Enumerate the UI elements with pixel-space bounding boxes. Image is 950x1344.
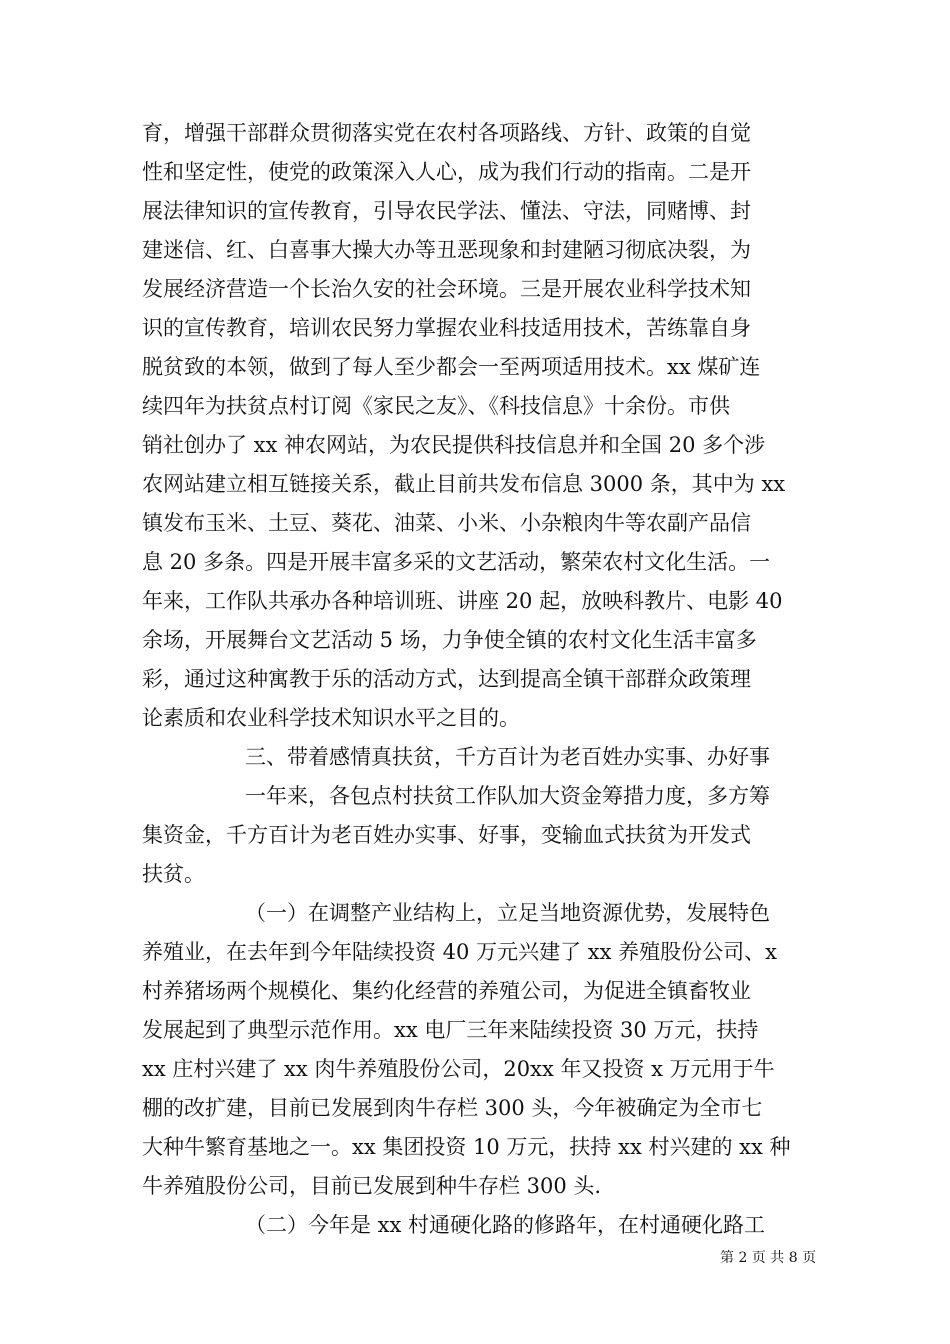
- body-text-line: 彩，通过这种寓教于乐的活动方式，达到提高全镇干部群众政策理: [142, 667, 751, 691]
- body-text-line: 性和坚定性，使党的政策深入人心，成为我们行动的指南。二是开: [142, 160, 751, 184]
- body-text-line: 村养猪场两个规模化、集约化经营的养殖公司，为促进全镇畜牧业: [142, 979, 751, 1003]
- body-text-line: 集资金，千方百计为老百姓办实事、好事，变输血式扶贫为开发式: [142, 823, 751, 847]
- body-text-line: 展法律知识的宣传教育，引导农民学法、懂法、守法，同赌博、封: [142, 199, 751, 223]
- body-text-line: 农网站建立相互链接关系，截止目前共发布信息 3000 条，其中为 xx: [142, 472, 786, 496]
- body-text-line: 建迷信、红、白喜事大操大办等丑恶现象和封建陋习彻底决裂，为: [142, 238, 751, 262]
- paragraph-first-line: 一年来，各包点村扶贫工作队加大资金筹措力度，多方筹: [245, 784, 770, 808]
- body-text-line: 镇发布玉米、土豆、葵花、油菜、小米、小杂粮肉牛等农副产品信: [142, 511, 751, 535]
- body-text-line: 发展起到了典型示范作用。xx 电厂三年来陆续投资 30 万元，扶持: [142, 1018, 759, 1042]
- body-text-line: 棚的改扩建，目前已发展到肉牛存栏 300 头，今年被确定为全市七: [142, 1096, 763, 1120]
- body-text-line: 发展经济营造一个长治久安的社会环境。三是开展农业科学技术知: [142, 277, 751, 301]
- body-text-line: 余场，开展舞台文艺活动 5 场，力争使全镇的农村文化生活丰富多: [142, 628, 757, 652]
- body-text-line: xx 庄村兴建了 xx 肉牛养殖股份公司，20xx 年又投资 x 万元用于牛: [142, 1057, 775, 1081]
- body-text-line: 扶贫。: [142, 862, 205, 886]
- body-text-line: 年来，工作队共承办各种培训班、讲座 20 起，放映科教片、电影 40: [142, 589, 783, 613]
- body-text-line: 论素质和农业科学技术知识水平之目的。: [142, 706, 520, 730]
- paragraph-first-line: （二）今年是 xx 村通硬化路的修路年，在村通硬化路工: [245, 1213, 766, 1237]
- body-text-line: 识的宣传教育，培训农民努力掌握农业科技适用技术，苦练靠自身: [142, 316, 751, 340]
- paragraph-first-line: （一）在调整产业结构上，立足当地资源优势，发展特色: [245, 901, 770, 925]
- body-text-line: 育，增强干部群众贯彻落实党在农村各项路线、方针、政策的自觉: [142, 121, 751, 145]
- body-text-line: 牛养殖股份公司，目前已发展到种牛存栏 300 头.: [142, 1174, 602, 1198]
- section-heading: 三、带着感情真扶贫，千方百计为老百姓办实事、办好事: [245, 745, 770, 769]
- body-text-line: 脱贫致的本领，做到了每人至少都会一至两项适用技术。xx 煤矿连: [142, 355, 761, 379]
- page-number: 第 2 页 共 8 页: [720, 1250, 817, 1266]
- body-text-line: 销社创办了 xx 神农网站，为农民提供科技信息并和全国 20 多个涉: [142, 433, 766, 457]
- body-text-line: 息 20 多条。四是开展丰富多采的文艺活动，繁荣农村文化生活。一: [142, 550, 771, 574]
- body-text-line: 大种牛繁育基地之一。xx 集团投资 10 万元，扶持 xx 村兴建的 xx 种: [142, 1135, 791, 1159]
- body-text-line: 续四年为扶贫点村订阅《家民之友》、《科技信息》十余份。市供: [142, 394, 730, 418]
- body-text-line: 养殖业，在去年到今年陆续投资 40 万元兴建了 xx 养殖股份公司、x: [142, 940, 777, 964]
